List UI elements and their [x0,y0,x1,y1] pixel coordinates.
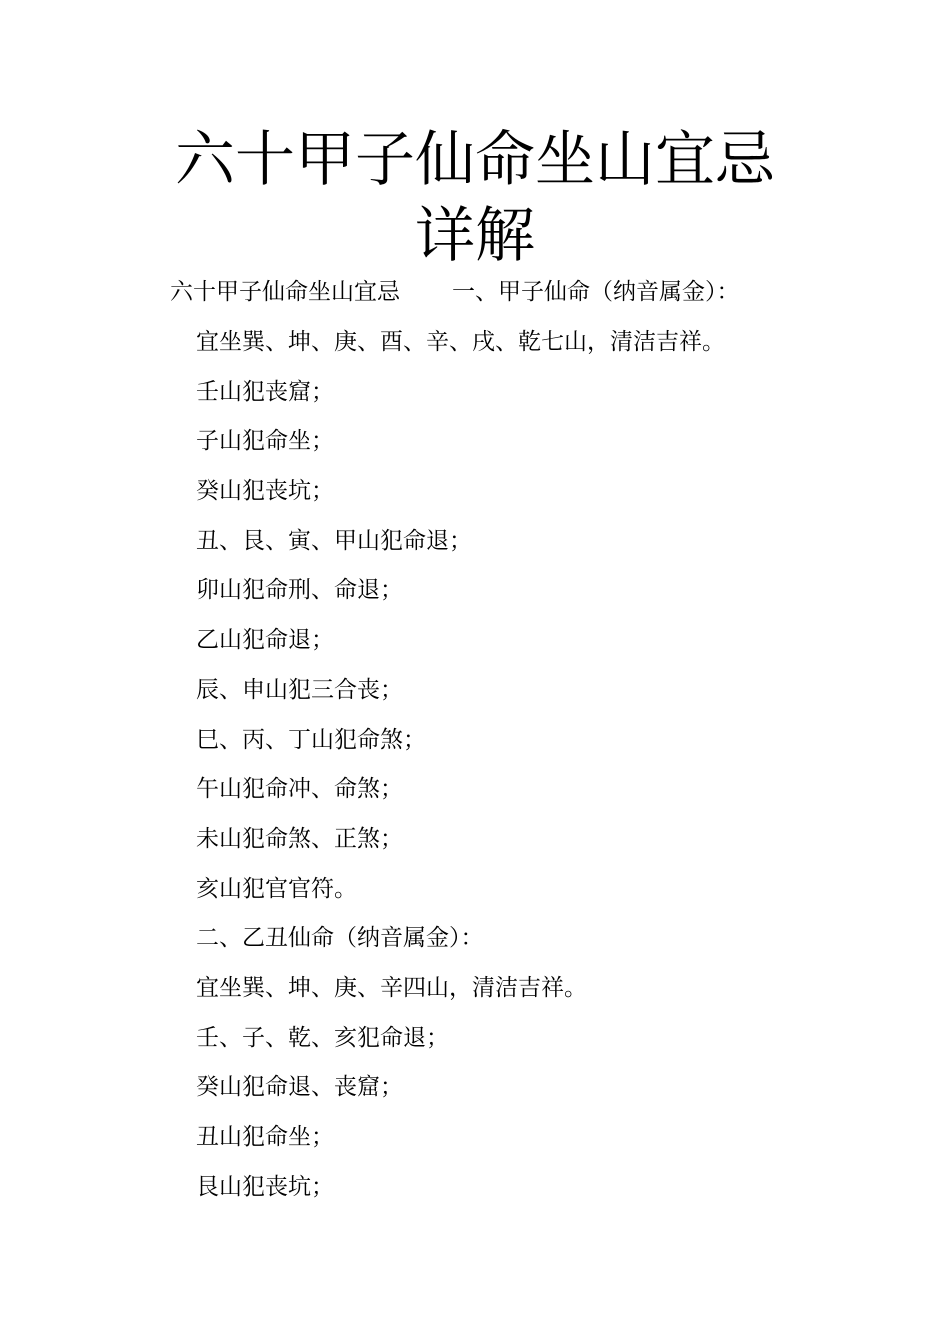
text-line: 巳、丙、丁山犯命煞； [196,726,426,753]
text-line: 辰、申山犯三合丧； [196,676,403,703]
document-title: 六十甲子仙命坐山宜忌详解 [175,125,775,271]
section-heading-2: 二、乙丑仙命（纳音属金）： [196,925,484,952]
text-line: 壬、子、乾、亥犯命退； [196,1024,449,1051]
text-line: 丑、艮、寅、甲山犯命退； [196,527,472,554]
text-line: 壬山犯丧窟； [196,378,334,405]
text-line: 亥山犯官官符。 [196,875,357,902]
text-line: 癸山犯命退、丧窟； [196,1074,403,1101]
text-line: 未山犯命煞、正煞； [196,825,403,852]
text-lines [196,324,876,1218]
text-line: 艮山犯丧坑； [196,1173,334,1200]
text-line: 宜坐巽、坤、庚、酉、辛、戌、乾七山，清洁吉祥。 [196,329,725,355]
intro-subtitle: 六十甲子仙命坐山宜忌 [170,279,400,305]
text-line: 宜坐巽、坤、庚、辛四山，清洁吉祥。 [196,974,587,1001]
text-line: 丑山犯命坐； [196,1124,334,1150]
intro-line [170,274,870,310]
text-line: 午山犯命冲、命煞； [196,776,403,803]
section-heading-1: 一、甲子仙命（纳音属金）： [452,279,740,305]
text-line: 子山犯命坐； [196,428,334,455]
text-line: 卯山犯命刑、命退； [196,577,403,604]
text-line: 癸山犯丧坑； [196,478,334,505]
text-line: 乙山犯命退； [196,627,334,654]
